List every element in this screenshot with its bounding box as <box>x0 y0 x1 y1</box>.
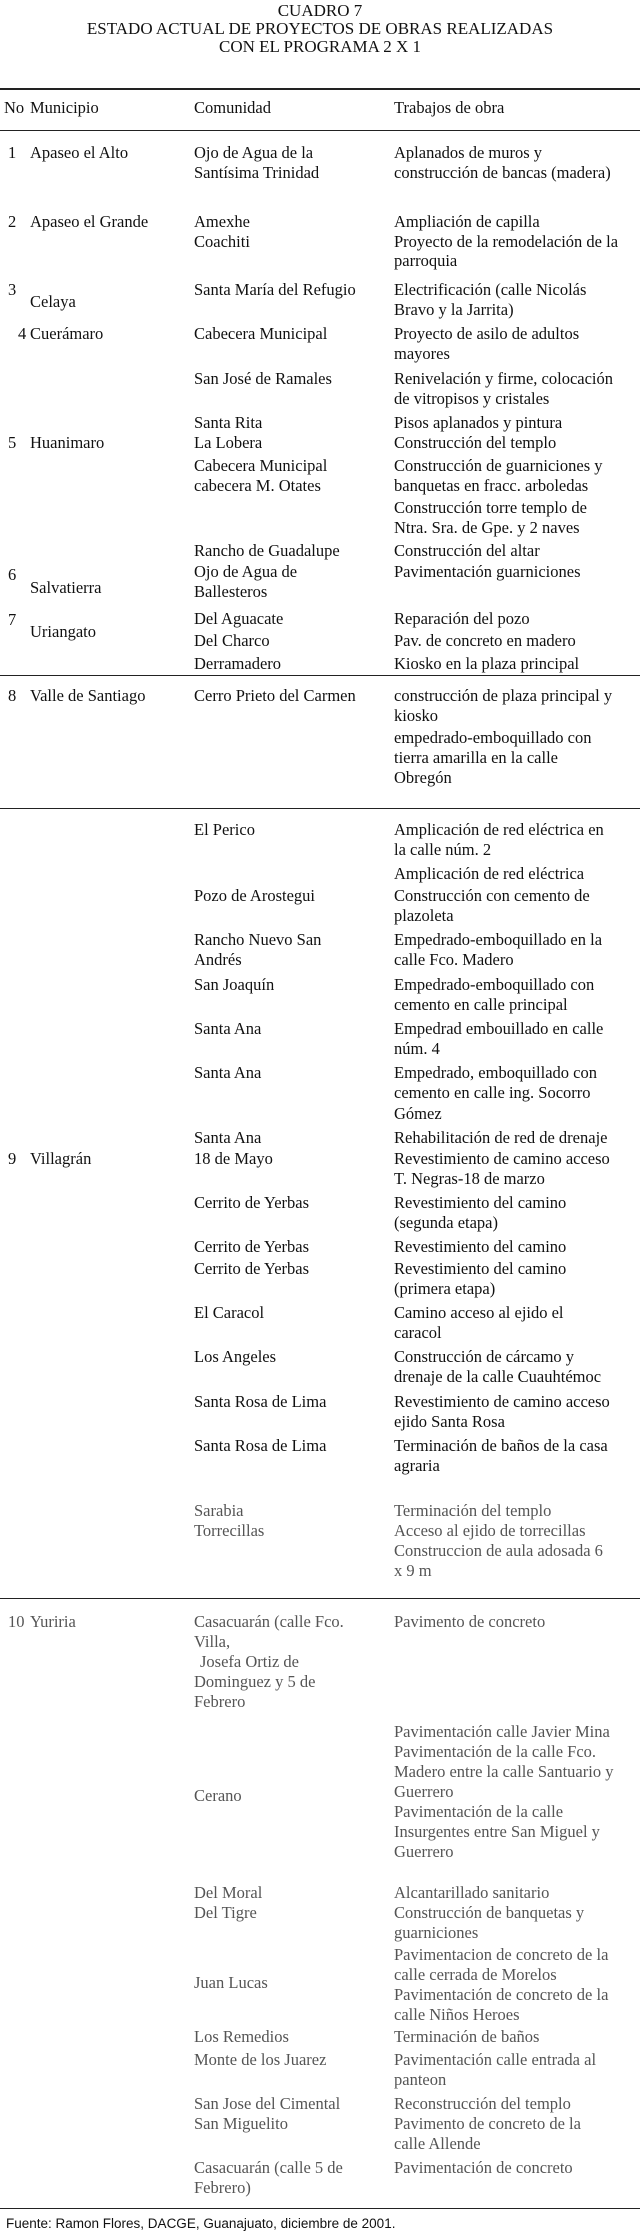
trabajo-cell: Construcción de guarniciones y <box>394 456 603 475</box>
comunidad-cell: Santa Rosa de Lima <box>194 1436 327 1455</box>
comunidad-cell: Ballesteros <box>194 582 268 601</box>
trabajo-cell: panteon <box>394 2070 447 2089</box>
header-trabajos: Trabajos de obra <box>394 98 505 117</box>
trabajo-cell: drenaje de la calle Cuauhtémoc <box>394 1367 602 1386</box>
trabajo-cell: Construcción de cárcamo y <box>394 1347 575 1366</box>
comunidad-cell: La Lobera <box>194 433 263 452</box>
row-number: 4 <box>18 324 27 343</box>
comunidad-cell: cabecera M. Otates <box>194 476 321 495</box>
comunidad-cell: Andrés <box>194 950 242 969</box>
trabajo-cell: kiosko <box>394 706 439 725</box>
trabajo-cell: calle Allende <box>394 2134 481 2153</box>
trabajo-cell: Terminación del templo <box>394 1501 552 1520</box>
comunidad-cell: 18 de Mayo <box>194 1149 273 1168</box>
trabajo-cell: Electrificación (calle Nicolás <box>394 280 587 299</box>
trabajo-cell: Alcantarillado sanitario <box>394 1883 550 1902</box>
trabajo-cell: Revestimiento del camino <box>394 1193 567 1212</box>
row-number: 3 <box>8 280 17 299</box>
trabajo-cell: Empedrado-emboquillado en la <box>394 930 603 949</box>
trabajo-cell: Pavimento de concreto de la <box>394 2114 581 2133</box>
comunidad-cell: El Perico <box>194 820 255 839</box>
municipio-cell: Villagrán <box>30 1149 92 1168</box>
row-number: 10 <box>8 1612 25 1631</box>
trabajo-cell: plazoleta <box>394 906 454 925</box>
comunidad-cell: Amexhe <box>194 212 250 231</box>
trabajo-cell: agraria <box>394 1456 440 1475</box>
comunidad-cell: Febrero) <box>194 2178 251 2197</box>
comunidad-cell: Del Moral <box>194 1883 263 1902</box>
comunidad-cell: Casacuarán (calle Fco. <box>194 1612 344 1631</box>
trabajo-cell: Revestimiento de camino acceso <box>394 1392 610 1411</box>
trabajo-cell: ejido Santa Rosa <box>394 1412 505 1431</box>
comunidad-cell: Cerro Prieto del Carmen <box>194 686 356 705</box>
trabajo-cell: construcción de bancas (madera) <box>394 163 611 182</box>
trabajo-cell: Construccion de aula adosada 6 <box>394 1541 603 1560</box>
trabajo-cell: Empedrado, emboquillado con <box>394 1063 597 1082</box>
comunidad-cell: San Jose del Cimental <box>194 2094 341 2113</box>
trabajo-cell: Reconstrucción del templo <box>394 2094 571 2113</box>
trabajo-cell: Proyecto de asilo de adultos <box>394 324 580 343</box>
header-municipio: Municipio <box>30 98 99 117</box>
trabajo-cell: Acceso al ejido de torrecillas <box>394 1521 586 1540</box>
comunidad-cell: Torrecillas <box>194 1521 265 1540</box>
municipio-cell: Salvatierra <box>30 578 102 597</box>
header-bottom-rule <box>0 130 640 131</box>
comunidad-cell: Josefa Ortiz de <box>200 1652 299 1671</box>
comunidad-cell: Derramadero <box>194 654 282 673</box>
trabajo-cell: Pav. de concreto en madero <box>394 631 576 650</box>
trabajo-cell: (primera etapa) <box>394 1279 496 1298</box>
comunidad-cell: Los Angeles <box>194 1347 277 1366</box>
trabajo-cell: Aplanados de muros y <box>394 143 543 162</box>
municipio-cell: Apaseo el Grande <box>30 212 149 231</box>
municipio-cell: Yuriria <box>30 1612 76 1631</box>
trabajo-cell: Pavimentación de concreto <box>394 2158 573 2177</box>
trabajo-cell: de vitropisos y cristales <box>394 389 550 408</box>
trabajo-cell: Pavimentación de concreto de la <box>394 1985 609 2004</box>
trabajo-cell: Construcción con cemento de <box>394 886 590 905</box>
municipio-cell: Valle de Santiago <box>30 686 146 705</box>
trabajo-cell: empedrado-emboquillado con <box>394 728 592 747</box>
municipio-cell: Apaseo el Alto <box>30 143 129 162</box>
trabajo-cell: Pavimentación calle entrada al <box>394 2050 597 2069</box>
trabajo-cell: núm. 4 <box>394 1039 440 1058</box>
comunidad-cell: Rancho Nuevo San <box>194 930 322 949</box>
trabajo-cell: Bravo y la Jarrita) <box>394 300 514 319</box>
municipio-cell: Cuerámaro <box>30 324 104 343</box>
trabajo-cell: Construcción torre templo de <box>394 498 587 517</box>
trabajo-cell: Guerrero <box>394 1782 454 1801</box>
trabajo-cell: banquetas en fracc. arboledas <box>394 476 589 495</box>
comunidad-cell: Pozo de Arostegui <box>194 886 315 905</box>
comunidad-cell: San Miguelito <box>194 2114 288 2133</box>
row-number: 8 <box>8 686 17 705</box>
trabajo-cell: Pavimentación de la calle Fco. <box>394 1742 597 1761</box>
trabajo-cell: (segunda etapa) <box>394 1213 498 1232</box>
trabajo-cell: Camino acceso al ejido el <box>394 1303 564 1322</box>
comunidad-cell: Casacuarán (calle 5 de <box>194 2158 343 2177</box>
comunidad-cell: Coachiti <box>194 232 250 251</box>
comunidad-cell: Cabecera Municipal <box>194 456 328 475</box>
trabajo-cell: parroquia <box>394 251 458 270</box>
comunidad-cell: Cerrito de Yerbas <box>194 1237 310 1256</box>
table-bottom-rule <box>0 2208 640 2209</box>
source-footnote: Fuente: Ramon Flores, DACGE, Guanajuato, diciembre de 2001. <box>6 2216 396 2231</box>
comunidad-cell: San Joaquín <box>194 975 275 994</box>
trabajo-cell: Pavimento de concreto <box>394 1612 546 1631</box>
header-top-rule <box>0 88 640 90</box>
municipio-cell: Celaya <box>30 292 76 311</box>
comunidad-cell: Cerrito de Yerbas <box>194 1193 310 1212</box>
trabajo-cell: Revestimiento de camino acceso <box>394 1149 610 1168</box>
comunidad-cell: Del Aguacate <box>194 609 284 628</box>
comunidad-cell: Monte de los Juarez <box>194 2050 327 2069</box>
trabajo-cell: Construcción de banquetas y <box>394 1903 585 1922</box>
trabajo-cell: mayores <box>394 344 450 363</box>
trabajo-cell: Gómez <box>394 1104 442 1123</box>
trabajo-cell: Reparación del pozo <box>394 609 530 628</box>
comunidad-cell: El Caracol <box>194 1303 265 1322</box>
trabajo-cell: Ntra. Sra. de Gpe. y 2 naves <box>394 518 580 537</box>
municipio-cell: Uriangato <box>30 622 96 641</box>
table-number: CUADRO 7 <box>277 1 363 20</box>
comunidad-cell: Ojo de Agua de <box>194 562 298 581</box>
comunidad-cell: Santísima Trinidad <box>194 163 320 182</box>
trabajo-cell: Ampliación de capilla <box>394 212 540 231</box>
trabajo-cell: Proyecto de la remodelación de la <box>394 232 619 251</box>
comunidad-cell: Cerano <box>194 1786 242 1805</box>
comunidad-cell: Cabecera Municipal <box>194 324 328 343</box>
trabajo-cell: Pavimentación de la calle <box>394 1802 564 1821</box>
trabajo-cell: Revestimiento del camino <box>394 1259 567 1278</box>
comunidad-cell: Del Charco <box>194 631 270 650</box>
trabajo-cell: Amplicación de red eléctrica en <box>394 820 604 839</box>
trabajo-cell: cemento en calle ing. Socorro <box>394 1083 591 1102</box>
trabajo-cell: Empedrado-emboquillado con <box>394 975 595 994</box>
trabajo-cell: caracol <box>394 1323 442 1342</box>
row-number: 7 <box>8 610 17 629</box>
trabajo-cell: la calle núm. 2 <box>394 840 492 859</box>
comunidad-cell: Ojo de Agua de la <box>194 143 314 162</box>
table-subtitle: CON EL PROGRAMA 2 X 1 <box>219 37 421 56</box>
comunidad-cell: Del Tigre <box>194 1903 257 1922</box>
row-separator <box>0 1598 640 1599</box>
trabajo-cell: calle Niños Heroes <box>394 2005 520 2024</box>
row-separator <box>0 675 640 676</box>
trabajo-cell: calle cerrada de Morelos <box>394 1965 557 1984</box>
trabajo-cell: Pavimentación calle Javier Mina <box>394 1722 610 1741</box>
comunidad-cell: San José de Ramales <box>194 369 332 388</box>
comunidad-cell: Rancho de Guadalupe <box>194 541 340 560</box>
comunidad-cell: Santa Rita <box>194 413 263 432</box>
trabajo-cell: guarniciones <box>394 1923 479 1942</box>
comunidad-cell: Santa María del Refugio <box>194 280 356 299</box>
trabajo-cell: Terminación de baños de la casa <box>394 1436 608 1455</box>
comunidad-cell: Villa, <box>194 1632 231 1651</box>
row-number: 6 <box>8 565 17 584</box>
trabajo-cell: tierra amarilla en la calle <box>394 748 558 767</box>
trabajo-cell: Amplicación de red eléctrica <box>394 864 585 883</box>
trabajo-cell: Terminación de baños <box>394 2027 540 2046</box>
trabajo-cell: Insurgentes entre San Miguel y <box>394 1822 600 1841</box>
trabajo-cell: Pisos aplanados y pintura <box>394 413 563 432</box>
trabajo-cell: calle Fco. Madero <box>394 950 514 969</box>
comunidad-cell: Santa Rosa de Lima <box>194 1392 327 1411</box>
trabajo-cell: Madero entre la calle Santuario y <box>394 1762 614 1781</box>
row-number: 2 <box>8 212 17 231</box>
comunidad-cell: Febrero <box>194 1692 246 1711</box>
row-number: 1 <box>8 143 17 162</box>
table-title: ESTADO ACTUAL DE PROYECTOS DE OBRAS REALIZADAS <box>86 19 554 38</box>
trabajo-cell: cemento en calle principal <box>394 995 568 1014</box>
trabajo-cell: T. Negras-18 de marzo <box>394 1169 545 1188</box>
row-number: 5 <box>8 433 17 452</box>
trabajo-cell: Guerrero <box>394 1842 454 1861</box>
municipio-cell: Huanimaro <box>30 433 105 452</box>
trabajo-cell: Construcción del templo <box>394 433 557 452</box>
trabajo-cell: Rehabilitación de red de drenaje <box>394 1128 608 1147</box>
trabajo-cell: Obregón <box>394 768 452 787</box>
trabajo-cell: x 9 m <box>394 1561 432 1580</box>
trabajo-cell: construcción de plaza principal y <box>394 686 613 705</box>
comunidad-cell: Los Remedios <box>194 2027 289 2046</box>
row-number: 9 <box>8 1149 17 1168</box>
trabajo-cell: Construcción del altar <box>394 541 540 560</box>
comunidad-cell: Cerrito de Yerbas <box>194 1259 310 1278</box>
comunidad-cell: Juan Lucas <box>194 1973 268 1992</box>
comunidad-cell: Santa Ana <box>194 1128 262 1147</box>
trabajo-cell: Revestimiento del camino <box>394 1237 567 1256</box>
header-comunidad: Comunidad <box>194 98 271 117</box>
trabajo-cell: Pavimentacion de concreto de la <box>394 1945 609 1964</box>
trabajo-cell: Empedrad embouillado en calle <box>394 1019 604 1038</box>
row-separator <box>0 808 640 809</box>
comunidad-cell: Santa Ana <box>194 1019 262 1038</box>
comunidad-cell: Sarabia <box>194 1501 244 1520</box>
trabajo-cell: Renivelación y firme, colocación <box>394 369 613 388</box>
trabajo-cell: Pavimentación guarniciones <box>394 562 581 581</box>
header-no: No <box>4 98 25 117</box>
comunidad-cell: Santa Ana <box>194 1063 262 1082</box>
comunidad-cell: Dominguez y 5 de <box>194 1672 316 1691</box>
trabajo-cell: Kiosko en la plaza principal <box>394 654 580 673</box>
